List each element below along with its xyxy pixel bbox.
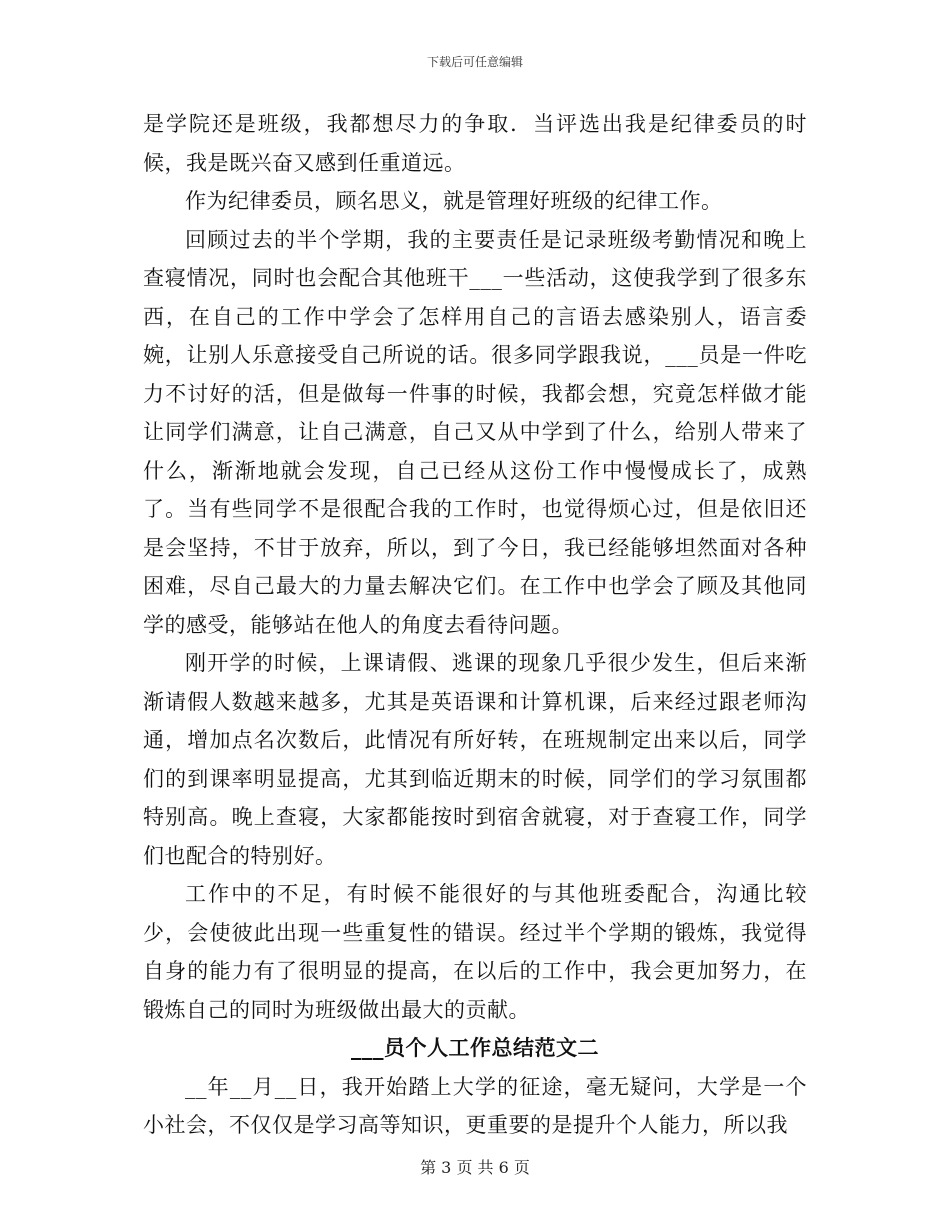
section-title: ___员个人工作总结范文二 bbox=[351, 1035, 599, 1060]
document-body bbox=[143, 105, 807, 1145]
section-paragraph: __年__月__日，我开始踏上大学的征途，毫无疑问，大学是一个小社会，不仅仅是学习高等知识，更重要的是提升个人能力，所以我 bbox=[143, 1074, 807, 1137]
paragraph-5: 工作中的不足，有时候不能很好的与其他班委配合，沟通比较少，会使彼此出现一些重复性的错误。经过半个学期的锻炼，我觉得自身的能力有了很明显的提高，在以后的工作中，我会更加努力，在锻炼自己的同时为班级做出最大的贡献。 bbox=[143, 882, 807, 1022]
page-number: 第 3 页 共 6 页 bbox=[420, 1158, 530, 1177]
page-header: 下载后可任意编辑 bbox=[426, 55, 523, 69]
paragraph-3: 回顾过去的半个学期，我的主要责任是记录班级考勤情况和晚上查寝情况，同时也会配合其他班干___一些活动，这使我学到了很多东西，在自己的工作中学会了怎样用自己的言语去感染别人，语言委婉，让别人乐意接受自己所说的话。很多同学跟我说，___员是一件吃力不讨好的活，但是做每一件事的时候，我都会想，究竟怎样做才能让同学们满意，让自己满意，自己又从中学到了什么，给别人带来了什么，渐渐地就会发现，自己已经从这份工作中慢慢成长了，成熟了。当有些同学不是很配合我的工作时，也觉得烦心过，但是依旧还是会坚持，不甘于放弃，所以，到了今日，我已经能够坦然面对各种困难，尽自己最大的力量去解决它们。在工作中也学会了顾及其他同学的感受，能够站在他人的角度去看待问题。 bbox=[143, 227, 807, 637]
paragraph-1: 是学院还是班级，我都想尽力的争取．当评选出我是纪律委员的时候，我是既兴奋又感到任重道远。 bbox=[143, 112, 807, 175]
paragraph-2: 作为纪律委员，顾名思义，就是管理好班级的纪律工作。 bbox=[185, 189, 723, 213]
paragraph-4: 刚开学的时候，上课请假、逃课的现象几乎很少发生，但后来渐渐请假人数越来越多，尤其是英语课和计算机课，后来经过跟老师沟通，增加点名次数后，此情况有所好转，在班规制定出来以后，同学们的到课率明显提高，尤其到临近期末的时候，同学们的学习氛围都特别高。晚上查寝，大家都能按时到宿舍就寝，对于查寝工作，同学们也配合的特别好。 bbox=[143, 651, 807, 868]
